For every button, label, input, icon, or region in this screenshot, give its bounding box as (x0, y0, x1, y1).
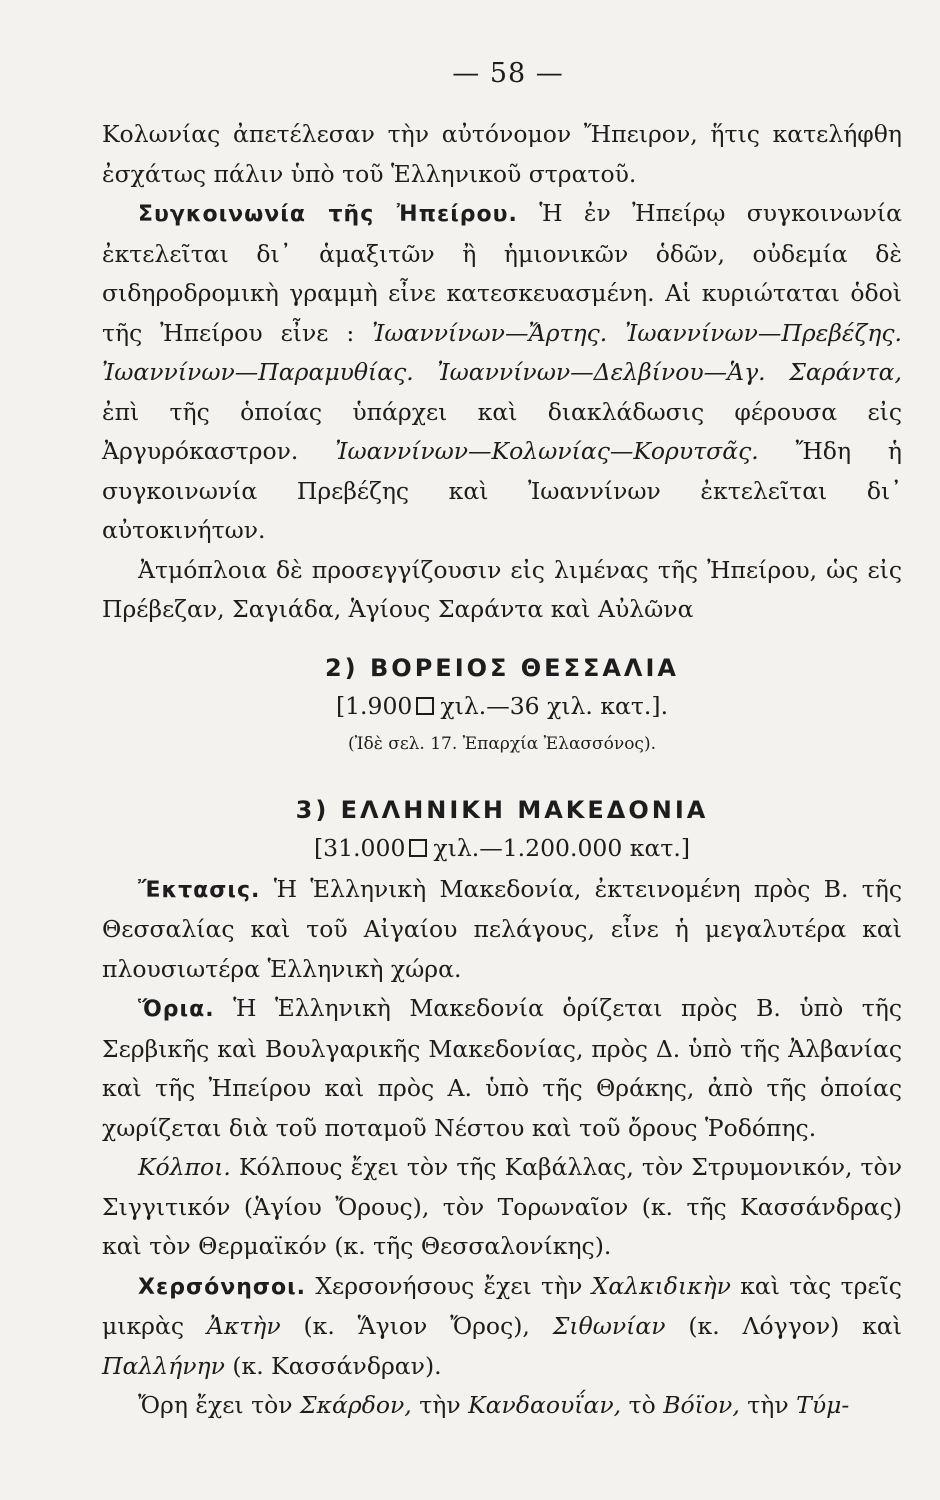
section-3-area (102, 834, 902, 862)
intro-paragraph: Κολωνίας ἀπετέλεσαν τὴν αὐτόνομον Ἤπειρον, ἥτις κατελήφθη ἐσχάτως πάλιν ὑπὸ τοῦ Ἑλληνικοῦ στρατοῦ. (102, 120, 902, 188)
square-symbol-icon (409, 839, 427, 857)
mountains-text-1: Ὄρη ἔχει τὸν (138, 1391, 293, 1419)
peninsulas-text-5: (κ. Κασσάνδραν). (232, 1351, 442, 1380)
communication-heading: Συγκοινωνία τῆς Ἠπείρου. (138, 202, 518, 227)
peninsulas-text-2: καὶ τὰς τρεῖς μικρὰς (102, 1271, 902, 1340)
mountain-name-skardos: Σκάρδον, (300, 1391, 412, 1419)
steamers-paragraph: Ἀτμόπλοια δὲ προσεγγίζουσιν εἰς λιμένας τῆς Ἠπείρου, ὡς εἰς Πρέβεζαν, Σαγιάδα, Ἁγίους Σαράντα καὶ Αὐλῶνα (102, 555, 902, 623)
gulfs-paragraph (102, 1148, 902, 1267)
section-2-area-unit: χιλ.—36 χιλ. κατ.]. (440, 691, 669, 720)
mountains-text-4: τὴν (747, 1391, 789, 1419)
borders-text: Ἡ Ἑλληνικὴ Μακεδονία ὁρίζεται πρὸς Β. ὑπὸ τῆς Σερβικῆς καὶ Βουλγαρικῆς Μακεδονίας, πρὸς Δ. ὑπὸ τῆς Ἀλβανίας καὶ τῆς Ἠπείρου καὶ πρὸς Α. ὑπὸ τῆς Θράκης, ἀπὸ τῆς ὁποίας χωρίζεται διὰ τοῦ ποταμοῦ Νέστου καὶ τοῦ ὄρους Ῥοδόπης. (102, 994, 902, 1142)
borders-heading: Ὅρια. (138, 997, 215, 1022)
communication-text-3: Ἤδη ἡ συγκοινωνία Πρεβέζης καὶ Ἰωαννίνων ἐκτελεῖται δι᾽ αὐτοκινήτων. (102, 437, 902, 544)
peninsulas-heading: Χερσόνησοι. (138, 1274, 307, 1300)
peninsulas-text-4: (κ. Λόγγον) καὶ (688, 1312, 902, 1340)
peninsula-name-chalkidiki: Χαλκιδικὴν (591, 1271, 731, 1300)
communication-paragraph (102, 194, 902, 551)
peninsula-name-sithonia: Σιθωνίαν (552, 1312, 666, 1340)
section-2-note: (Ἰδὲ σελ. 17. Ἐπαρχία Ἐλασσόνος). (347, 733, 656, 754)
peninsula-name-akti: Ἀκτὴν (206, 1312, 281, 1340)
communication-text-1: Ἡ ἐν Ἠπείρῳ συγκοινωνία ἐκτελεῖται δι᾽ ἁμαξιτῶν ἢ ἡμιονικῶν ὁδῶν, οὐδεμία δὲ σιδηροδρομικὴ γραμμὴ εἶνε κατεσκευασμένη. Αἱ κυριώταται ὁδοὶ τῆς Ἠπείρου εἶνε : (102, 199, 902, 347)
mountain-name-voion: Βόϊον, (663, 1391, 740, 1419)
mountains-paragraph (102, 1386, 902, 1426)
extent-heading: Ἔκτασις. (138, 877, 261, 903)
page-number: — 58 — (452, 58, 564, 89)
peninsula-name-pallini: Παλλήνην (102, 1351, 225, 1380)
section-2-area-value: [1.900 (335, 691, 413, 720)
section-3-area-value: [31.000 (314, 833, 406, 862)
communication-route-2: Ἰωαννίνων—Κολωνίας—Κορυτσᾶς. (335, 437, 759, 465)
communication-text-2: ἐπὶ τῆς ὁποίας ὑπάρχει καὶ διακλάδωσις φέρουσα εἰς Ἀργυρόκαστρον. (102, 397, 902, 465)
mountain-name-tymfi: Τύμ- (796, 1391, 850, 1419)
section-2-area (102, 692, 902, 720)
mountains-text-2: τὴν (419, 1391, 461, 1419)
extent-text: Ἡ Ἑλληνικὴ Μακεδονία, ἐκτεινομένη πρὸς Β. τῆς Θεσσαλίας καὶ τοῦ Αἰγαίου πελάγους, εἶνε ἡ μεγαλυτέρα καὶ πλουσιωτέρα Ἑλληνικὴ χώρα. (102, 874, 902, 983)
mountains-text-3: τὸ (628, 1391, 656, 1419)
borders-paragraph (102, 989, 902, 1148)
section-3-title: 3) ΕΛΛΗΝΙΚΗ ΜΑΚΕΔΟΝΙΑ (295, 795, 709, 824)
peninsulas-text-3: (κ. Ἅγιον Ὄρος), (303, 1312, 530, 1340)
gulfs-heading: Κόλποι. (138, 1153, 231, 1181)
mountain-name-kandaouia: Κανδαουΐαν, (468, 1391, 622, 1419)
extent-paragraph (102, 870, 902, 990)
communication-route-1: Ἰωαννίνων—Ἄρτης. Ἰωαννίνων—Πρεβέζης. Ἰωαννίνων—Παραμυθίας. Ἰωαννίνων—Δελβίνου—Ἁγ. Σαράντα, (102, 318, 902, 386)
section-2-title: 2) ΒΟΡΕΙΟΣ ΘΕΣΣΑΛΙΑ (324, 653, 680, 682)
square-symbol-icon (416, 697, 434, 715)
gulfs-text: Κόλπους ἔχει τὸν τῆς Καβάλλας, τὸν Στρυμονικόν, τὸν Σιγγιτικόν (Ἁγίου Ὄρους), τὸν Τορωναῖον (κ. τῆς Κασσάνδρας) καὶ τὸν Θερμαϊκόν (κ. τῆς Θεσσαλονίκης). (102, 1153, 902, 1260)
peninsulas-text-1: Χερσονήσους ἔχει τὴν (315, 1271, 583, 1300)
section-3-area-unit: χιλ.—1.200.000 κατ.] (433, 833, 690, 862)
peninsulas-paragraph (102, 1267, 902, 1387)
